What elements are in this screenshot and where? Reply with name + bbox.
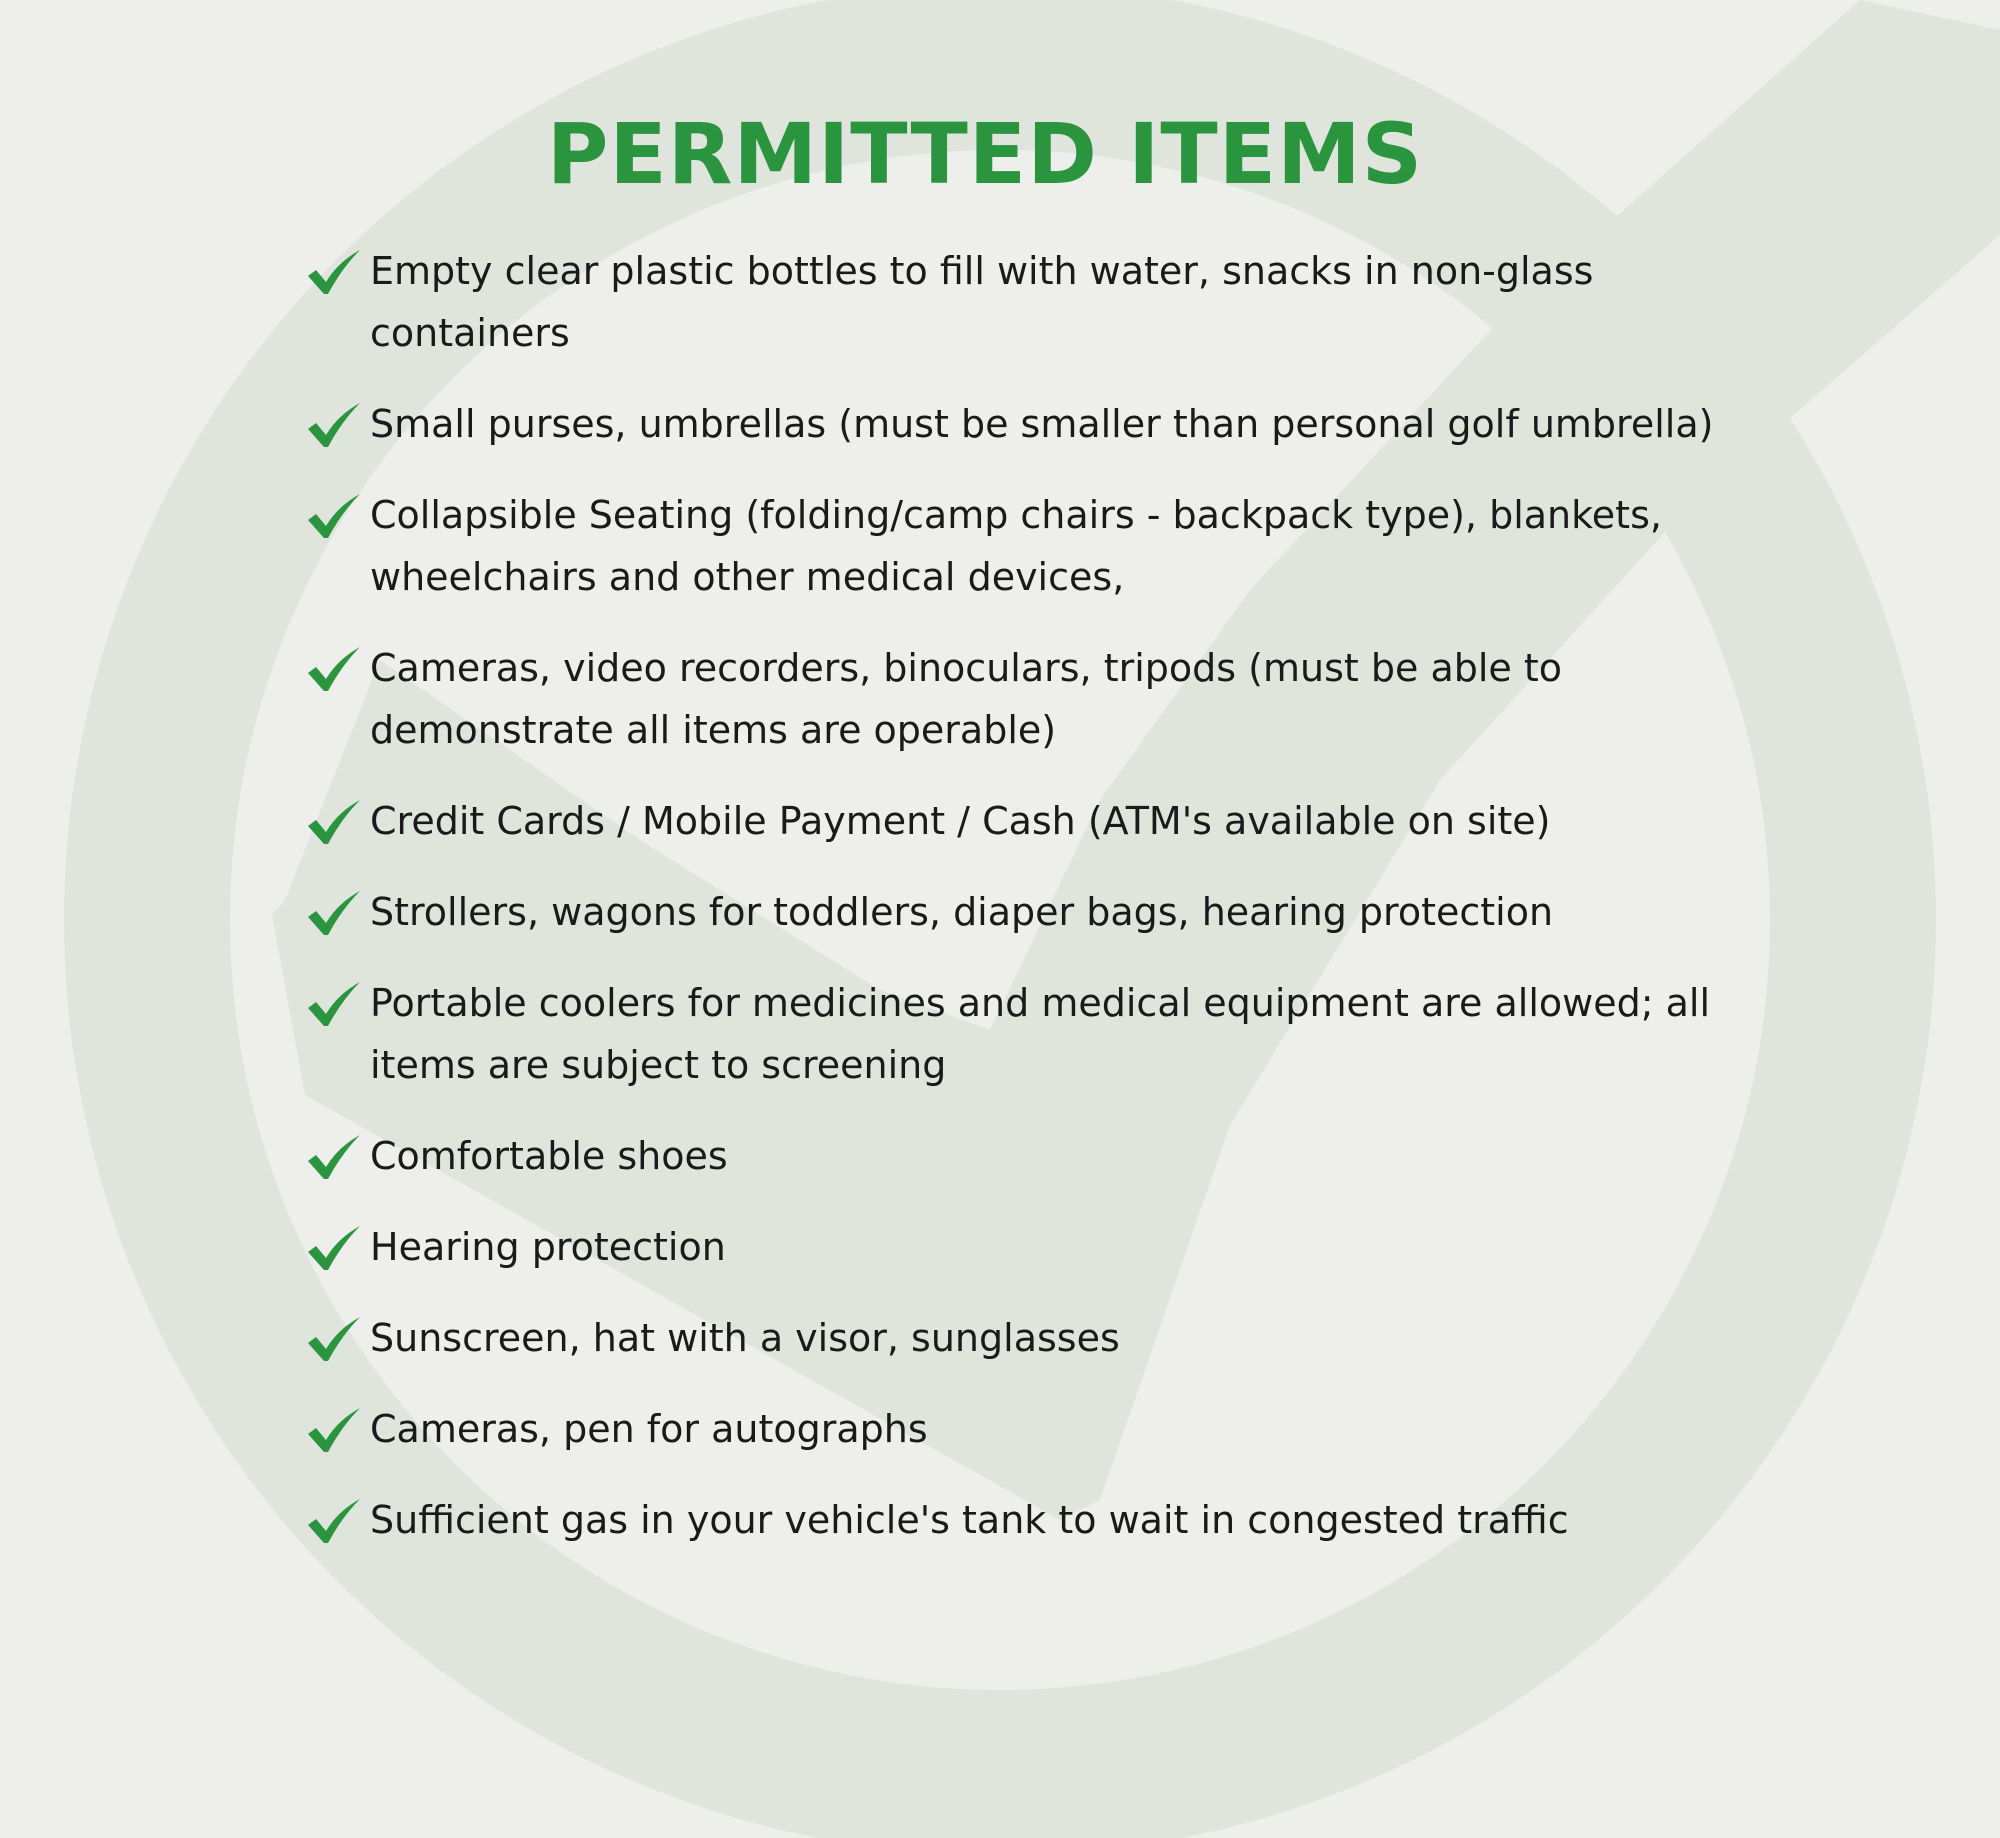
list-item xyxy=(300,790,1750,852)
list-item-text: Hearing protection xyxy=(370,1225,726,1269)
list-item-text: Portable coolers for medicines and medical equipment are allowed; all items are subject to screening xyxy=(370,981,1711,1087)
list-item-text: Small purses, umbrellas (must be smaller than personal golf umbrella) xyxy=(370,402,1714,446)
list-item xyxy=(300,1216,1750,1278)
list-item xyxy=(300,1398,1750,1460)
list-item-text: Credit Cards / Mobile Payment / Cash (ATM's available on site) xyxy=(370,799,1551,843)
list-item-text: Cameras, pen for autographs xyxy=(370,1407,928,1451)
check-icon xyxy=(304,1406,364,1456)
check-icon xyxy=(304,1133,364,1183)
list-item xyxy=(300,1125,1750,1187)
list-item-text: Comfortable shoes xyxy=(370,1134,728,1178)
list-item xyxy=(300,637,1750,761)
list-item xyxy=(300,1489,1750,1551)
check-icon xyxy=(304,798,364,848)
check-icon xyxy=(304,1497,364,1547)
list-item-text: Cameras, video recorders, binoculars, tripods (must be able to demonstrate all items are operable) xyxy=(370,646,1563,752)
check-icon xyxy=(304,645,364,695)
list-item-text: Strollers, wagons for toddlers, diaper bags, hearing protection xyxy=(370,890,1554,934)
check-icon xyxy=(304,889,364,939)
list-item-text: Collapsible Seating (folding/camp chairs - backpack type), blankets, wheelchairs and other medical devices, xyxy=(370,493,1662,599)
list-item xyxy=(300,393,1750,455)
check-icon xyxy=(304,401,364,451)
list-item-text: Sufficient gas in your vehicle's tank to wait in congested traffic xyxy=(370,1498,1569,1542)
permitted-items-list xyxy=(300,240,1750,1580)
list-item-text: Sunscreen, hat with a visor, sunglasses xyxy=(370,1316,1120,1360)
list-item xyxy=(300,240,1750,364)
page-title: PERMITTED ITEMS xyxy=(546,105,1424,203)
check-icon xyxy=(304,1224,364,1274)
list-item xyxy=(300,1307,1750,1369)
list-item xyxy=(300,972,1750,1096)
list-item xyxy=(300,484,1750,608)
check-icon xyxy=(304,248,364,298)
list-item-text: Empty clear plastic bottles to fill with water, snacks in non-glass containers xyxy=(370,249,1594,355)
check-icon xyxy=(304,492,364,542)
list-item xyxy=(300,881,1750,943)
check-icon xyxy=(304,980,364,1030)
check-icon xyxy=(304,1315,364,1365)
